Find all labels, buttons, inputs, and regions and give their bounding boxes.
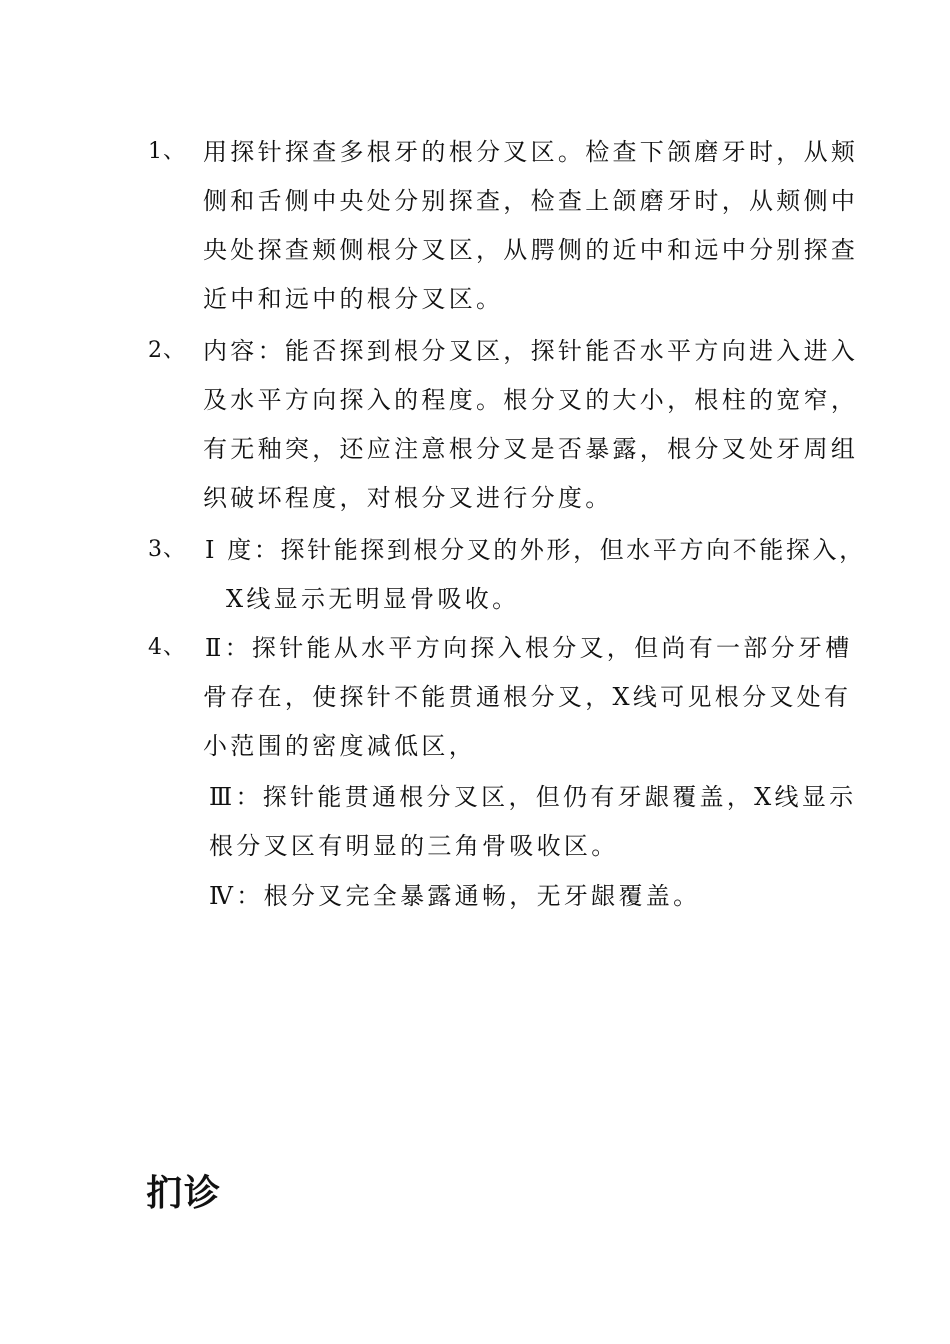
section-heading: 扪诊 xyxy=(146,1173,223,1214)
item-text-line: 及水平方向探入的程度。根分叉的大小，根柱的宽窄， xyxy=(203,386,859,414)
item-text-line: X线显示无明显骨吸收。 xyxy=(226,585,520,613)
item-text-line: Ⅰ 度：探针能探到根分叉的外形，但水平方向不能探入， xyxy=(205,536,866,564)
item-text-line: 织破坏程度，对根分叉进行分度。 xyxy=(203,484,613,512)
item-text-line: 央处探查颊侧根分叉区，从腭侧的近中和远中分别探查 xyxy=(203,236,859,264)
item-text-line: 用探针探查多根牙的根分叉区。检查下颌磨牙时，从颊 xyxy=(203,138,859,166)
item-number: 3、 xyxy=(148,537,186,562)
item-number: 4、 xyxy=(148,635,186,660)
item-text-line: 近中和远中的根分叉区。 xyxy=(203,285,504,313)
item-text-line: 有无釉突，还应注意根分叉是否暴露，根分叉处牙周组 xyxy=(203,435,859,463)
item-text-line: 侧和舌侧中央处分别探查，检查上颌磨牙时，从颊侧中 xyxy=(203,187,859,215)
item-text-line: Ⅱ：探针能从水平方向探入根分叉，但尚有一部分牙槽 xyxy=(205,634,853,662)
item-text-line: 根分叉区有明显的三角骨吸收区。 xyxy=(209,832,619,860)
item-text-line: 小范围的密度减低区， xyxy=(203,732,476,760)
item-number: 2、 xyxy=(148,338,186,363)
item-text-line: Ⅳ：根分叉完全暴露通畅，无牙龈覆盖。 xyxy=(209,882,701,910)
item-text-line: 内容：能否探到根分叉区，探针能否水平方向进入进入 xyxy=(203,337,859,365)
item-number: 1、 xyxy=(148,139,186,164)
item-text-line: 骨存在，使探针不能贯通根分叉，X线可见根分叉处有 xyxy=(203,683,852,711)
item-text-line: Ⅲ：探针能贯通根分叉区，但仍有牙龈覆盖，X线显示 xyxy=(209,783,857,811)
